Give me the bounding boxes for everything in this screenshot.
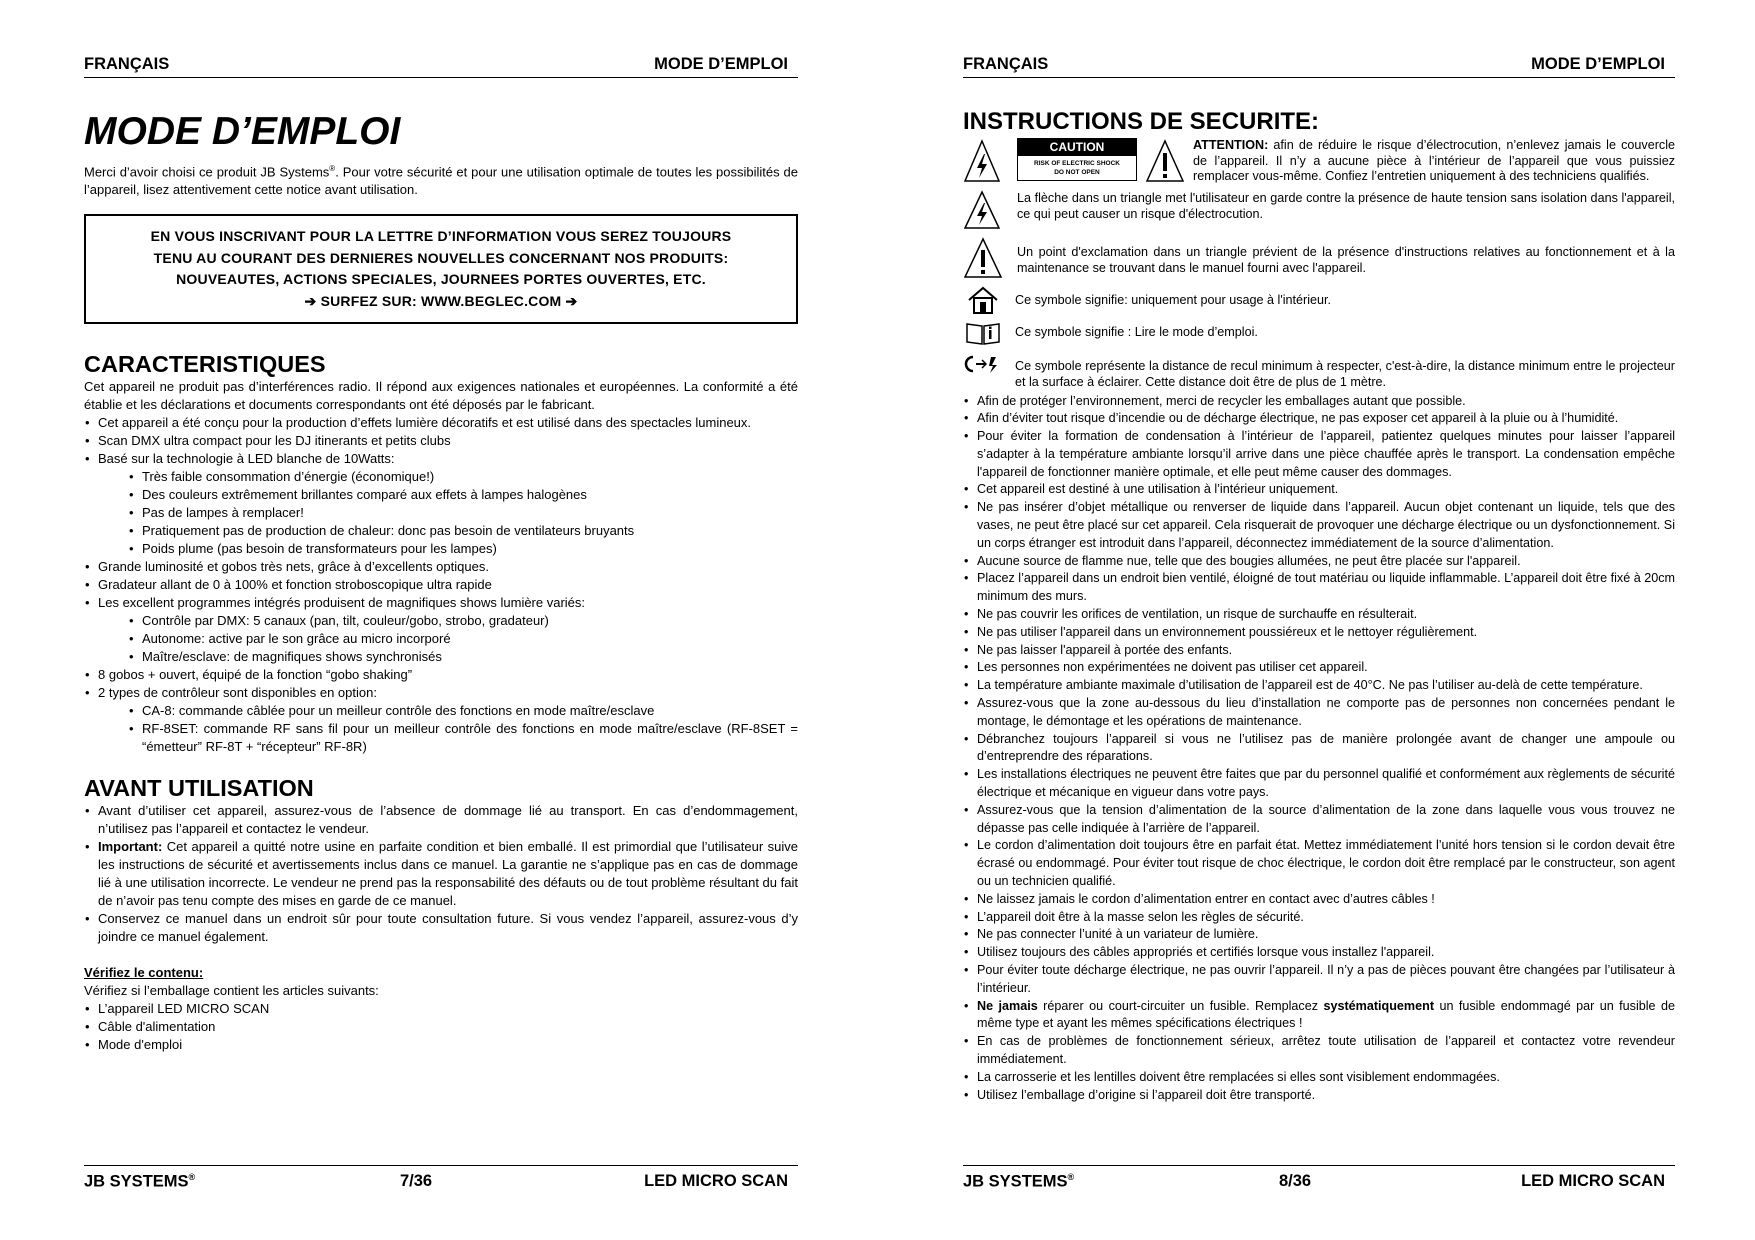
list-item: • Ne pas utiliser l'appareil dans un environnement poussiéreux et le nettoyer régulièrement. — [963, 624, 1675, 642]
exclamation-triangle-icon — [963, 237, 1003, 279]
attention-text: ATTENTION: afin de réduire le risque d’électrocution, n’enlevez jamais le couvercle de l’appareil. Il n’y a aucune pièce à l’intérieur de l’appareil que vous puissiez remplacer vous-même. Confiez l’entretien uniquement à des techniciens qualifiés. — [1193, 138, 1675, 183]
page-left — [84, 0, 798, 1240]
list-item: • Ne pas connecter l’unité à un variateur de lumière. — [963, 926, 1675, 944]
newsletter-box — [84, 214, 798, 324]
list-item: • Les personnes non expérimentées ne doivent pas utiliser cet appareil. — [963, 659, 1675, 677]
footer-product: LED MICRO SCAN — [1521, 1172, 1665, 1190]
list-item: • Pour éviter la formation de condensation à l’intérieur de l’appareil, patientez quelques minutes pour laisser l’appareil s’adapter à la température ambiante lorsqu’il arrive dans une pièce chauffée après le transport. La condensation empêche l'appareil de fonctionner manière optimale, et elle peut même causer des dommages. — [963, 428, 1675, 481]
website-link[interactable]: ➔ SURFEZ SUR: WWW.BEGLEC.COM ➔ — [304, 292, 578, 309]
list-item: • 2 types de contrôleur sont disponibles en option: — [84, 684, 798, 702]
list-item: • Afin de protéger l’environnement, merci de recycler les emballages autant que possible. — [963, 393, 1675, 411]
symbol-indoor-row: Ce symbole signifie: uniquement pour usage à l'intérieur. — [963, 286, 1675, 316]
exclamation-triangle-icon — [1145, 138, 1185, 184]
list-item: • Assurez-vous que la tension d’alimentation de la source d’alimentation de la zone dans laquelle vous vous trouvez ne dépasse pas celle indiquée à l’arrière de l’appareil. — [963, 802, 1675, 838]
list-item: • Ne laissez jamais le cordon d’alimentation entrer en contact avec d’autres câbles ! — [963, 891, 1675, 909]
led-benefits-list — [84, 468, 798, 558]
header-title: MODE D’EMPLOI — [654, 55, 788, 73]
list-item: • Poids plume (pas besoin de transformateurs pour les lampes) — [84, 540, 798, 558]
list-item: • Des couleurs extrêmement brillantes comparé aux effets à lampes halogènes — [84, 486, 798, 504]
list-item: • La carrosserie et les lentilles doivent être remplacées si elles sont visiblement endommagées. — [963, 1069, 1675, 1087]
list-item: • En cas de problèmes de fonctionnement sérieux, arrêtez toute utilisation de l’appareil et contactez votre revendeur immédiatement. — [963, 1033, 1675, 1069]
list-item: • Assurez-vous que la zone au-dessous du lieu d’installation ne comporte pas de personnes non concernées pendant le montage, le démontage et les opérations de maintenance. — [963, 695, 1675, 731]
page-footer — [963, 1165, 1675, 1196]
symbol-manual-row: Ce symbole signifie : Lire le mode d’emploi. — [963, 320, 1675, 346]
header-language: FRANÇAIS — [963, 55, 1049, 73]
page-number: 7/36 — [400, 1172, 433, 1190]
list-item: • Utilisez l’emballage d’origine si l’appareil doit être transporté. — [963, 1087, 1675, 1105]
programs-list — [84, 612, 798, 666]
list-item: • Scan DMX ultra compact pour les DJ itinerants et petits clubs — [84, 432, 798, 450]
list-item: • Ne pas laisser l'appareil à portée des enfants. — [963, 642, 1675, 660]
list-item: • Débranchez toujours l’appareil si vous ne l’utilisez pas de manière prolongée avant de changer une ampoule ou d’entreprendre des réparations. — [963, 731, 1675, 767]
list-item: • Cet appareil a été conçu pour la production d’effets lumière décoratifs et est utilisé dans des spectacles lumineux. — [84, 414, 798, 432]
list-item: • Pour éviter toute décharge électrique, ne pas ouvrir l’appareil. Il n’y a pas de pièces pouvant être changées par l’utilisateur à l’intérieur. — [963, 962, 1675, 998]
list-item: • Le cordon d’alimentation doit toujours être en parfait état. Mettez immédiatement l’unité hors tension si le cordon devait être écrasé ou endommagé. Pour éviter tout risque de choc électrique, le cordon doit être remplacé par le constructeur, son agent ou un technicien qualifié. — [963, 837, 1675, 890]
list-item: • Placez l’appareil dans un endroit bien ventilé, éloigné de tout matériau ou liquide inflammable. L’appareil doit être fixé à 20cm minimum des murs. — [963, 570, 1675, 606]
list-item: • Conservez ce manuel dans un endroit sûr pour toute consultation future. Si vous vendez l’appareil, assurez-vous d’y joindre ce manuel également. — [84, 910, 798, 946]
footer-product: LED MICRO SCAN — [644, 1172, 788, 1190]
list-item: • Pas de lampes à remplacer! — [84, 504, 798, 522]
before-use-heading: AVANT UTILISATION — [84, 775, 314, 802]
page-title: MODE D’EMPLOI — [84, 110, 401, 153]
lightning-triangle-icon — [963, 190, 1001, 230]
list-item: • CA-8: commande câblée pour un meilleur contrôle des fonctions en mode maître/esclave — [84, 702, 798, 720]
list-item: • RF-8SET: commande RF sans fil pour un meilleur contrôle des fonctions en mode maître/esclave (RF-8SET = “émetteur” RF-8T + “récepteur” RF-8R) — [84, 720, 798, 756]
caution-label: CAUTION RISK OF ELECTRIC SHOCK DO NOT OPEN — [1017, 138, 1137, 181]
list-item: • 8 gobos + ouvert, équipé de la fonction “gobo shaking” — [84, 666, 798, 684]
controllers-list — [84, 702, 798, 756]
list-item: • Maître/esclave: de magnifiques shows synchronisés — [84, 648, 798, 666]
list-item: • Important: Cet appareil a quitté notre usine en parfaite condition et bien emballé. Il est primordial que l’utilisateur suive les instructions de sécurité et avertissements inclus dans ce manuel. La garantie ne s’applique pas en cas de dommage lié à une utilisation incorrecte. Le vendeur ne prend pas la responsabilité des défauts ou de tout problème résultant du fait de n’avoir pas tenu compte des mises en garde de ce manuel. — [84, 838, 798, 910]
header-language: FRANÇAIS — [84, 55, 170, 73]
page-body — [84, 110, 798, 1054]
safety-list — [963, 393, 1675, 1105]
indoor-use-icon — [963, 286, 1003, 316]
verify-heading: Vérifiez le contenu: — [84, 965, 204, 981]
footer-brand: JB SYSTEMS® — [84, 1172, 196, 1191]
page-body — [963, 108, 1675, 1104]
contents-list — [84, 1000, 798, 1054]
page-number: 8/36 — [1279, 1172, 1312, 1190]
verify-intro: Vérifiez si l’emballage contient les articles suivants: — [84, 983, 379, 999]
symbol-exclamation-row: Un point d'exclamation dans un triangle prévient de la présence d'instructions relatives au fonctionnement et à la maintenance se trouvant dans le manuel fourni avec l'appareil. — [963, 237, 1675, 279]
header-title: MODE D’EMPLOI — [1531, 55, 1665, 73]
list-item: • Grande luminosité et gobos très nets, grâce à d’excellents optiques. — [84, 558, 798, 576]
list-item: • Ne pas couvrir les orifices de ventilation, un risque de surchauffe en résulterait. — [963, 606, 1675, 624]
features-heading: CARACTERISTIQUES — [84, 351, 326, 378]
list-item: • Utilisez toujours des câbles appropriés et certifiés lorsque vous installez l'appareil. — [963, 944, 1675, 962]
list-item: • Cet appareil est destiné à une utilisation à l’intérieur uniquement. — [963, 481, 1675, 499]
features-list-2 — [84, 558, 798, 612]
page-right — [963, 0, 1675, 1240]
list-item: • La température ambiante maximale d’utilisation de l’appareil est de 40°C. Ne pas l’utiliser au-delà de cette température. — [963, 677, 1675, 695]
list-item: • Afin d’éviter tout risque d’incendie ou de décharge électrique, ne pas exposer cet appareil à la pluie ou à l’humidité. — [963, 410, 1675, 428]
list-item: • Avant d’utiliser cet appareil, assurez-vous de l’absence de dommage lié au transport. En cas d’endommagement, n’utilisez pas l’appareil et contactez le vendeur. — [84, 802, 798, 838]
newsletter-line: NOUVEAUTES, ACTIONS SPECIALES, JOURNEES PORTES OUVERTES, ETC. — [176, 271, 706, 288]
list-item: • Basé sur la technologie à LED blanche de 10Watts: — [84, 450, 798, 468]
list-item: • Câble d'alimentation — [84, 1018, 798, 1036]
list-item: • L’appareil LED MICRO SCAN — [84, 1000, 798, 1018]
list-item: • Pratiquement pas de production de chaleur: donc pas besoin de ventilateurs bruyants — [84, 522, 798, 540]
list-item: • Les excellent programmes intégrés produisent de magnifiques shows lumière variés: — [84, 594, 798, 612]
list-item: • Autonome: active par le son grâce au micro incorporé — [84, 630, 798, 648]
symbol-distance-row: Ce symbole représente la distance de recul minimum à respecter, c'est-à-dire, la distance minimum entre le projecteur et la surface à éclairer. Cette distance doit être de plus de 1 mètre. — [963, 353, 1675, 390]
list-item: • Les installations électriques ne peuvent être faites que par du personnel qualifié et conformément aux règlements de sécurité électrique et mécanique en vigueur dans votre pays. — [963, 766, 1675, 802]
features-intro: Cet appareil ne produit pas d’interférences radio. Il répond aux exigences nationales et européennes. La conformité a été établie et les déclarations et documents correspondants ont été déposés par le fabricant. — [84, 379, 798, 413]
list-item: • Gradateur allant de 0 à 100% et fonction stroboscopique ultra rapide — [84, 576, 798, 594]
symbol-lightning-row: La flèche dans un triangle met l'utilisateur en garde contre la présence de haute tension sans isolation dans l'appareil, ce qui peut causer un risque d'électrocution. — [963, 190, 1675, 230]
page-header — [84, 55, 798, 78]
list-item: • Très faible consommation d’énergie (économique!) — [84, 468, 798, 486]
distance-icon — [963, 353, 1003, 375]
list-item: • Contrôle par DMX: 5 canaux (pan, tilt, couleur/gobo, strobo, gradateur) — [84, 612, 798, 630]
footer-brand: JB SYSTEMS® — [963, 1172, 1075, 1191]
page-footer — [84, 1165, 798, 1196]
list-item: • Ne pas insérer d’objet métallique ou renverser de liquide dans l’appareil. Aucun objet contenant un liquide, tels que des vases, ne peut être placé sur cet appareil. Cela risquerait de provoquer une décharge électrique ou un dysfonctionnement. Si un corps étranger est introduit dans l’appareil, déconnectez immédiatement de la source d’alimentation. — [963, 499, 1675, 552]
features-list-3 — [84, 666, 798, 702]
newsletter-line: TENU AU COURANT DES DERNIERES NOUVELLES CONCERNANT NOS PRODUITS: — [153, 249, 729, 266]
safety-heading: INSTRUCTIONS DE SECURITE: — [963, 108, 1320, 135]
list-item: • Ne jamais réparer ou court-circuiter un fusible. Remplacez systématiquement un fusible endommagé par un fusible de même type et ayant les mêmes spécifications électriques ! — [963, 998, 1675, 1034]
page-header — [963, 55, 1675, 78]
list-item: • L’appareil doit être à la masse selon les règles de sécurité. — [963, 909, 1675, 927]
caution-row — [963, 138, 1675, 185]
list-item: • Aucune source de flamme nue, telle que des bougies allumées, ne peut être placée sur l'appareil. — [963, 553, 1675, 571]
features-list — [84, 414, 798, 468]
before-use-list — [84, 802, 798, 946]
read-manual-icon — [963, 320, 1003, 346]
intro-paragraph: Merci d’avoir choisi ce produit JB Systems®. Pour votre sécurité et pour une utilisation optimale de toutes les possibilités de l’appareil, lisez attentivement cette notice avant utilisation. — [84, 164, 798, 198]
newsletter-line: EN VOUS INSCRIVANT POUR LA LETTRE D’INFORMATION VOUS SEREZ TOUJOURS — [150, 228, 732, 245]
list-item: • Mode d'emploi — [84, 1036, 798, 1054]
lightning-triangle-icon — [963, 138, 1001, 184]
